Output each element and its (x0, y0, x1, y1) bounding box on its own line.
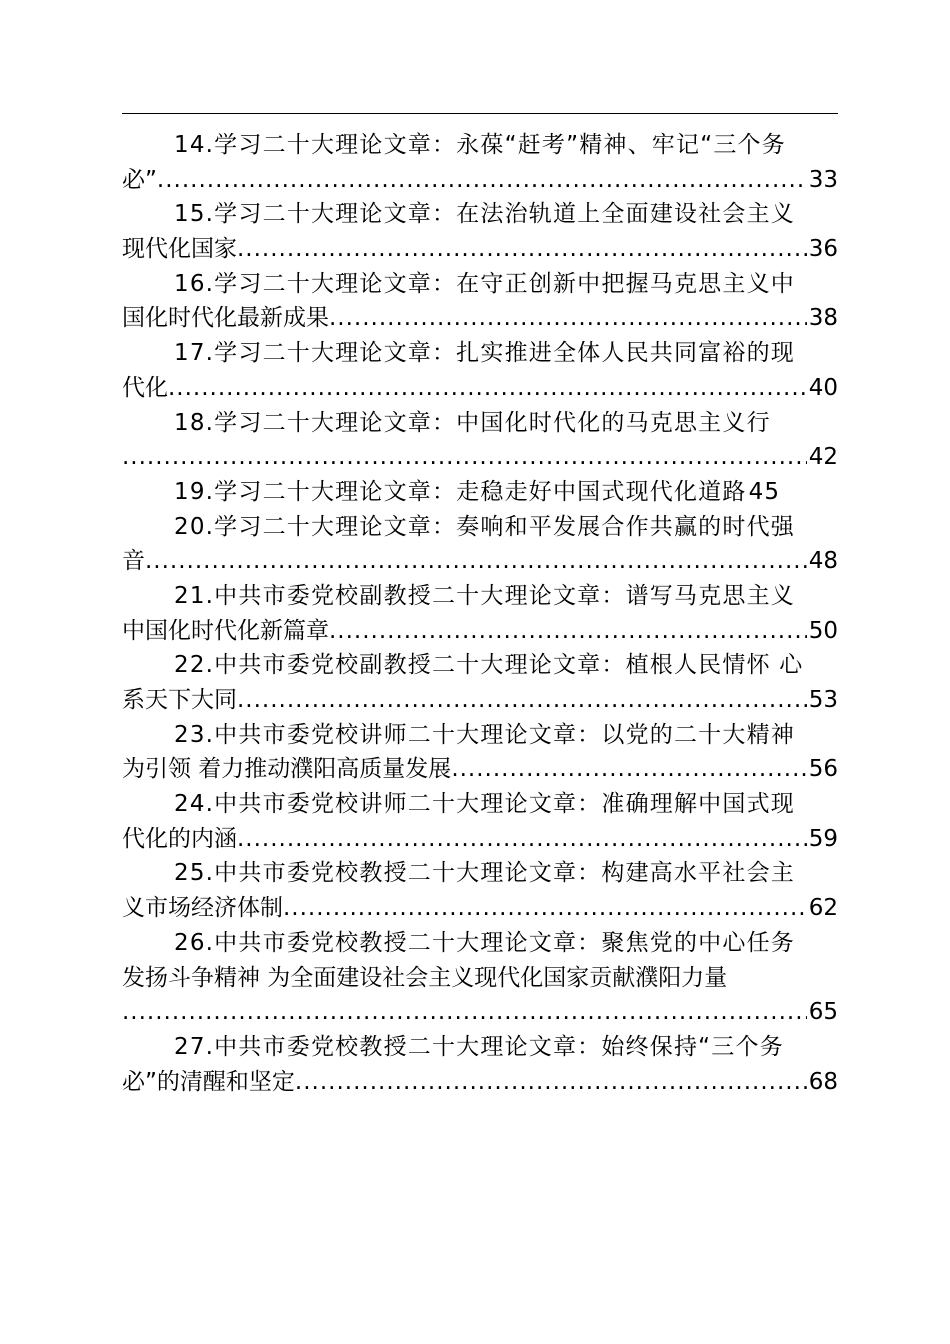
toc-entry-line (122, 301, 838, 336)
dot-leader (157, 163, 807, 198)
dot-leader (237, 683, 807, 718)
toc-entry-text: 21.中共市委党校副教授二十大理论文章：谱写马克思主义 (174, 582, 795, 609)
toc-page-number: 65 (808, 999, 838, 1026)
toc-entry-text: 中国化时代化新篇章 (122, 617, 329, 644)
toc-entry-text: 代化的内涵 (122, 825, 237, 852)
toc-entry-line (122, 163, 838, 198)
toc-entry[interactable] (122, 510, 838, 579)
toc-entry[interactable] (122, 475, 838, 510)
toc-entry-text: 系天下大同 (122, 687, 237, 713)
toc-entry-line (122, 1065, 838, 1100)
toc-entry-text: 国化时代化最新成果 (122, 305, 329, 332)
toc-page-number: 33 (808, 166, 838, 193)
toc-entry-line (122, 267, 838, 302)
toc-entry-line (122, 197, 838, 232)
toc-entry-line (122, 544, 838, 579)
toc-entry-text: 音 (122, 548, 145, 575)
toc-entry[interactable] (122, 128, 838, 197)
toc-entry-line (122, 440, 838, 475)
toc-entry-text: 必”的清醒和坚定 (122, 1068, 295, 1095)
toc-entry[interactable] (122, 926, 838, 1030)
dot-leader (237, 232, 807, 267)
toc-entry-line (122, 1030, 838, 1065)
toc-entry[interactable] (122, 856, 838, 925)
toc-entry-text: 22.中共市委党校副教授二十大理论文章：植根人民情怀 心 (174, 652, 804, 679)
toc-entry-text: 20.学习二十大理论文章：奏响和平发展合作共赢的时代强 (174, 513, 795, 540)
toc-page-number: 50 (808, 617, 838, 644)
toc-entry[interactable] (122, 648, 838, 717)
toc-entry[interactable] (122, 336, 838, 405)
toc-entry-text: 为引领 着力推动濮阳高质量发展 (122, 756, 452, 783)
dot-leader (237, 822, 807, 857)
toc-entry-text: 23.中共市委党校讲师二十大理论文章：以党的二十大精神 (174, 721, 795, 748)
toc-entry-text: 17.学习二十大理论文章：扎实推进全体人民共同富裕的现 (174, 340, 795, 367)
toc-page-number: 59 (808, 825, 838, 852)
toc-entry-text: 25.中共市委党校教授二十大理论文章：构建高水平社会主 (174, 860, 795, 887)
toc-entry[interactable] (122, 197, 838, 266)
toc-page-number: 38 (808, 305, 838, 332)
toc-entry-line (122, 510, 838, 545)
toc-entry-line (122, 787, 838, 822)
toc-entry-line (122, 856, 838, 891)
toc-entry-text: 24.中共市委党校讲师二十大理论文章：准确理解中国式现 (174, 791, 795, 818)
dot-leader (145, 544, 807, 579)
toc-page-number: 36 (808, 236, 838, 263)
dot-leader (122, 995, 807, 1030)
table-of-contents (122, 128, 838, 1099)
toc-page-number: 48 (808, 548, 838, 575)
toc-page-number: 68 (808, 1068, 838, 1095)
toc-page-number: 53 (808, 687, 838, 713)
toc-entry-line (122, 752, 838, 787)
toc-entry-text: 16.学习二十大理论文章：在守正创新中把握马克思主义中 (174, 270, 795, 297)
toc-entry[interactable] (122, 267, 838, 336)
toc-entry-line (122, 336, 838, 371)
toc-entry-text: 14.学习二十大理论文章：永葆“赶考”精神、牢记“三个务 (174, 132, 786, 158)
dot-leader (122, 440, 807, 475)
dot-leader (329, 301, 807, 336)
toc-entry-text: 现代化国家 (122, 236, 237, 263)
toc-page-number: 42 (808, 444, 838, 471)
toc-entry[interactable] (122, 579, 838, 648)
toc-entry-text: 18.学习二十大理论文章：中国化时代化的马克思主义行 (174, 409, 771, 436)
toc-page-number: 40 (808, 374, 838, 401)
toc-entry-line (122, 718, 838, 753)
toc-page-number: 45 (748, 478, 781, 505)
toc-entry-line (122, 926, 838, 961)
toc-entry-text: 必” (122, 166, 157, 193)
toc-page-number: 56 (808, 756, 838, 783)
toc-entry-line (122, 995, 838, 1030)
dot-leader (451, 752, 806, 787)
toc-entry[interactable] (122, 406, 838, 475)
header-rule (122, 113, 838, 114)
toc-entry-text: 15.学习二十大理论文章：在法治轨道上全面建设社会主义 (174, 201, 795, 228)
toc-entry-text: 27.中共市委党校教授二十大理论文章：始终保持“三个务 (174, 1033, 784, 1060)
toc-entry[interactable] (122, 1030, 838, 1099)
toc-page-number: 62 (808, 895, 838, 922)
toc-entry-line (122, 614, 838, 649)
toc-entry-text: 26.中共市委党校教授二十大理论文章：聚焦党的中心任务 (174, 929, 795, 956)
toc-entry[interactable] (122, 787, 838, 856)
toc-entry-line (122, 579, 838, 614)
dot-leader (168, 371, 807, 406)
toc-entry-line (122, 475, 838, 510)
toc-entry-line (122, 406, 838, 441)
dot-leader (295, 1065, 807, 1100)
toc-entry-line (122, 891, 838, 926)
toc-entry[interactable] (122, 718, 838, 787)
toc-entry-line (122, 648, 838, 683)
toc-entry-line (122, 961, 838, 996)
toc-entry-line (122, 128, 838, 163)
toc-entry-text: 代化 (122, 374, 168, 401)
toc-entry-text: 义市场经济体制 (122, 895, 283, 922)
toc-entry-text: 发扬斗争精神 为全面建设社会主义现代化国家贡献濮阳力量 (122, 964, 728, 991)
toc-entry-line (122, 683, 838, 718)
toc-entry-line (122, 371, 838, 406)
toc-entry-line (122, 232, 838, 267)
toc-entry-text: 19.学习二十大理论文章：走稳走好中国式现代化道路 (174, 478, 747, 505)
dot-leader (283, 891, 807, 926)
dot-leader (329, 614, 807, 649)
toc-entry-line (122, 822, 838, 857)
